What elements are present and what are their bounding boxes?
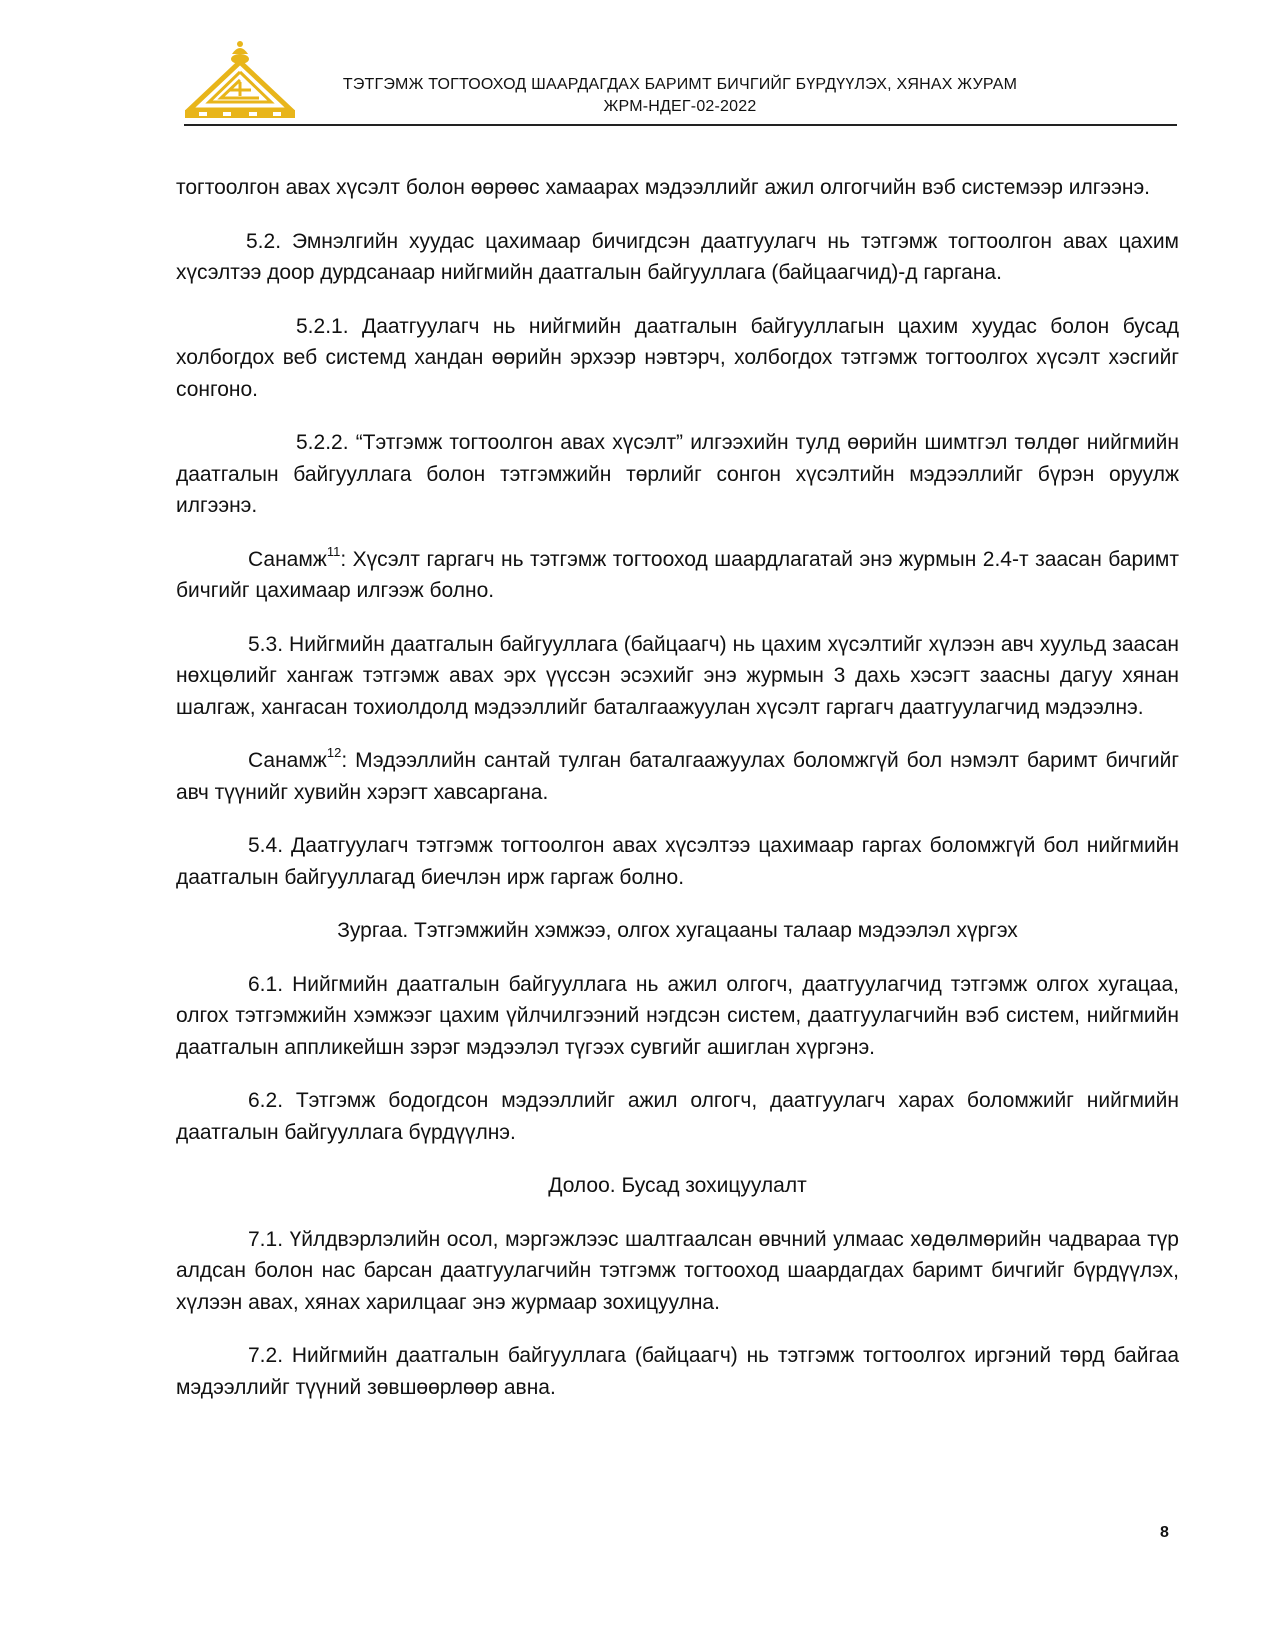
document-title: ТЭТГЭМЖ ТОГТООХОД ШААРДАГДАХ БАРИМТ БИЧГИЙГ БҮРДҮҮЛЭХ, ХЯНАХ ЖУРАМ <box>342 76 1018 93</box>
paragraph-5-2-1: 5.2.1. Даатгуулагч нь нийгмийн даатгалын байгууллагын цахим хуудас болон бусад холбогдох веб системд хандан өөрийн эрхээр нэвтэрч, холбогдох тэтгэмж тогтоолгох хүсэлт хэсгийг сонгоно. <box>176 314 1179 401</box>
document-body <box>176 172 1179 1425</box>
note-text: : Хүсэлт гаргагч нь тэтгэмж тогтооход шаардлагатай энэ журмын 2.4-т заасан баримт бичгийг цахимаар илгээж болно. <box>176 547 1179 602</box>
note-label: Санамж <box>248 749 327 772</box>
paragraph-7-2: 7.2. Нийгмийн даатгалын байгууллага (байцаагч) нь тэтгэмж тогтоолгох иргэний төрд байгаа мэдээллийг түүний зөвшөөрлөөр авна. <box>176 1344 1179 1399</box>
note-11 <box>176 544 1179 607</box>
paragraph-7-1: 7.1. Үйлдвэрлэлийн осол, мэргэжлээс шалтгаалсан өвчний улмаас хөдөлмөрийн чадвараа түр алдсан болон нас барсан даатгуулагчийн тэтгэмж тогтооход шаардагдах баримт бичгийг бүрдүүлэх, хүлээн авах, хянах харилцааг энэ журмаар зохицуулна. <box>176 1227 1179 1314</box>
note-12 <box>176 745 1179 808</box>
paragraph-5-2-2: 5.2.2. “Тэтгэмж тогтоолгон авах хүсэлт” илгээхийн тулд өөрийн шимтгэл төлдөг нийгмийн даатгалын байгууллага болон тэтгэмжийн төрлийг сонгон хүсэлтийн мэдээллийг бүрэн оруулж илгээнэ. <box>176 431 1179 517</box>
paragraph-continuation: тогтоолгон авах хүсэлт болон өөрөөс хамаарах мэдээллийг ажил олгогчийн вэб системээр илгээнэ. <box>176 176 1151 199</box>
paragraph-6-2: 6.2. Тэтгэмж бодогдсон мэдээллийг ажил олгогч, даатгуулагч харах боломжийг нийгмийн даатгалын байгууллага бүрдүүлнэ. <box>176 1089 1179 1144</box>
paragraph-6-1: 6.1. Нийгмийн даатгалын байгууллага нь ажил олгогч, даатгуулагчид тэтгэмж олгох хугацаа, олгох тэтгэмжийн хэмжээг цахим үйлчилгээний нэгдсэн систем, даатгуулагчийн вэб систем, нийгмийн даатгалын аппликейшн зэрэг мэдээлэл түгээх сувгийг ашиглан хүргэнэ. <box>176 972 1179 1059</box>
section-heading-7: Долоо. Бусад зохицуулалт <box>548 1174 807 1197</box>
note-label: Санамж <box>248 547 327 571</box>
section-heading-6: Зургаа. Тэтгэмжийн хэмжээ, олгох хугацааны талаар мэдээлэл хүргэх <box>337 919 1018 942</box>
footnote-ref-12[interactable]: 12 <box>326 745 342 760</box>
paragraph-5-2: 5.2. Эмнэлгийн хуудас цахимаар бичигдсэн даатгуулагч нь тэтгэмж тогтоолгон авах цахим хүсэлтээ доор дурдсанаар нийгмийн даатгалын байгууллага (байцаагчид)-д гаргана. <box>176 229 1179 284</box>
emblem-logo-icon <box>185 38 295 120</box>
document-code: ЖРМ-НДЕГ-02-2022 <box>603 98 757 115</box>
footnote-ref-11[interactable]: 11 <box>326 543 341 559</box>
paragraph-5-3: 5.3. Нийгмийн даатгалын байгууллага (байцаагч) нь цахим хүсэлтийг хүлээн авч хуульд заасан нөхцөлийг хангаж тэтгэмж авах эрх үүссэн эсэхийг энэ журмын 3 дахь хэсэгт заасны дагуу хянан шалгаж, хангасан тохиолдолд мэдээллийг баталгаажуулан хүсэлт гаргагч даатгуулагчид мэдээлнэ. <box>176 632 1179 719</box>
page-number: 8 <box>1160 1524 1169 1541</box>
header-text-block <box>300 74 1060 118</box>
page-header <box>0 0 1275 130</box>
paragraph-5-4: 5.4. Даатгуулагч тэтгэмж тогтоолгон авах хүсэлтээ цахимаар гаргах боломжгүй бол нийгмийн даатгалын байгууллагад биечлэн ирж гаргаж болно. <box>176 834 1179 889</box>
header-divider <box>184 124 1177 126</box>
note-text: : Мэдээллийн сантай тулган баталгаажуулах боломжгүй бол нэмэлт баримт бичгийг авч түүнийг хувийн хэрэгт хавсаргана. <box>176 749 1179 804</box>
